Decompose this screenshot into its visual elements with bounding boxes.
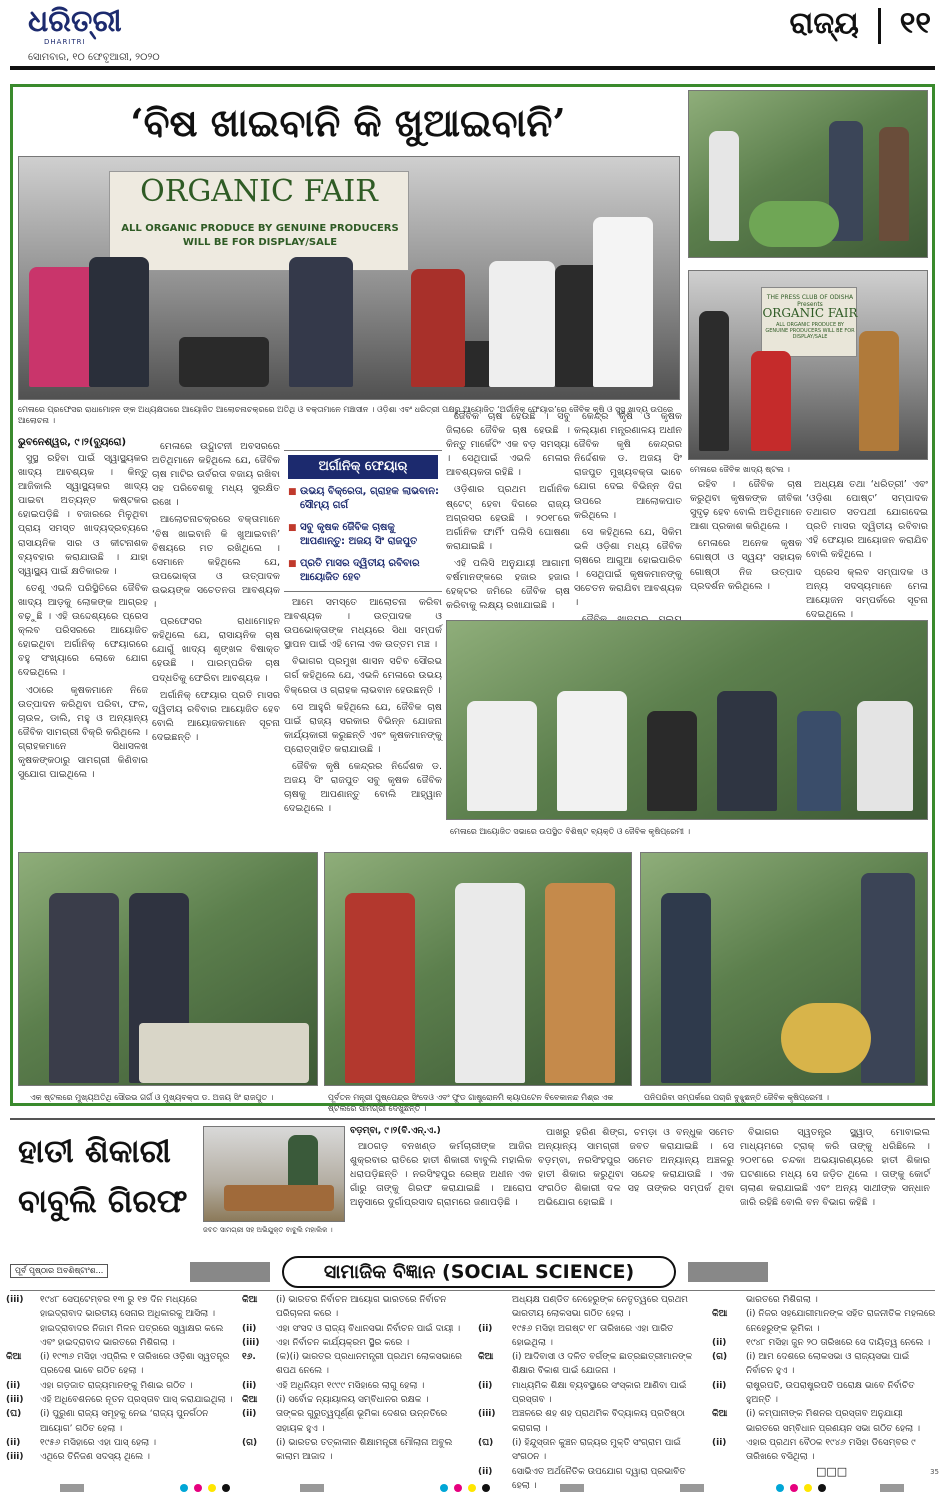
speaker-figure xyxy=(89,257,149,387)
vendor-figure xyxy=(345,893,415,1083)
answer-text: ଏହାର ପ୍ରଥମ ବୈଠକ ୧୯୪୬ ମସିହା ଡିସେମ୍ବର ୯ ତାରିଖରେ ବସିଥିଲା । xyxy=(746,1437,916,1463)
answer-row xyxy=(478,1322,704,1351)
audience-figure xyxy=(797,711,841,811)
registration-mark-icon xyxy=(818,1484,826,1492)
masthead-rule xyxy=(10,66,935,70)
answer-tag: (ii) xyxy=(712,1437,727,1448)
audience-figure xyxy=(647,711,697,811)
section-rule xyxy=(10,1290,935,1291)
answer-row xyxy=(6,1436,234,1450)
answer-tag: (ii) xyxy=(712,1337,727,1348)
answer-text: ମାଧ୍ୟମିକ ଶିକ୍ଷା ବ୍ୟବସ୍ଥାରେ ସଂସ୍କାର ଆଣିବା ପାଇଁ ପ୍ରସ୍ତାବ । xyxy=(512,1380,687,1406)
answer-row xyxy=(6,1322,234,1351)
answer-tag: (ii) xyxy=(478,1380,493,1391)
answer-tag: କିଆ xyxy=(242,1295,258,1305)
poacher-column-1 xyxy=(350,1140,532,1240)
press-club-banner xyxy=(761,287,857,357)
paragraph: ଏହି ପଲିସି ଅନୁଯାୟୀ ଆଗାମୀ ବର୍ଷମାନଙ୍କରେ ହଜାର ହଜାର ହେକ୍ଟର ଜମିରେ ଜୈବିକ ଚାଷ କରିବାକୁ ଲକ୍ଷ୍ୟ ରଖାଯାଇଛି । xyxy=(446,557,570,612)
sofa xyxy=(179,337,269,387)
highlight-item: ■ ଉଭୟ ବିକ୍ରେତା, ଗ୍ରାହକ ଲାଭବାନ: ସୌମ୍ୟ ଗର୍ଗ xyxy=(288,485,440,513)
registration-mark-icon xyxy=(804,1484,812,1492)
answer-text: ଏଥିରେ ତିନିଜଣ ସଦସ୍ୟ ଥିଲେ । xyxy=(40,1452,150,1463)
answer-tag: (ଘ) xyxy=(478,1437,494,1448)
answer-text: ଏହା ନିର୍ବାଚନ କାର୍ଯ୍ୟକ୍ରମ ସ୍ଥିର କରେ । xyxy=(276,1337,410,1348)
mini-banner-subtitle: ALL ORGANIC PRODUCE BY GENUINE PRODUCERS WILL BE FOR DISPLAY/SALE xyxy=(765,322,855,340)
answer-tag: (iii) xyxy=(6,1295,24,1305)
answer-text: ଏହା ସଂସଦ ଓ ରାଜ୍ୟ ବିଧାନସଭା ନିର୍ବାଚନ ପାଇଁ ଦାୟୀ । xyxy=(276,1323,461,1334)
answer-tag: (iii) xyxy=(6,1452,24,1463)
paragraph: ତେଣୁ ଏଭଳି ପରିସ୍ଥିତିରେ ଜୈବିକ ଖାଦ୍ୟ ଆଡ଼କୁ ଲୋକଙ୍କ ଆଗ୍ରହ ବଢ଼ୁଛି । ଏହି ଉଦ୍ଦେଶ୍ୟରେ ପ୍ରେସ କ୍ଲବ ପରିସରରେ ଆୟୋଜିତ ହୋଇଥିବା ଅର୍ଗାନିକ୍ ଫେୟାରରେ ବହୁ ସଂଖ୍ୟାରେ ଲୋକେ ଯୋଗ ଦେଇଥିଲେ । xyxy=(18,582,148,679)
bottom-photo-1 xyxy=(18,852,318,1086)
answer-text: ସୋଭିଏତ ଅର୍ଥନୈତିକ ଉପଯୋଗ ଦ୍ୱାରା ପ୍ରଭାବିତ ହେଲା । xyxy=(512,1466,686,1491)
poacher-headline-line: ବାବୁଲି ଗିରଫ xyxy=(18,1182,188,1220)
logo: ଧରିତ୍ରୀ xyxy=(28,4,122,39)
answer-column-1 xyxy=(6,1293,234,1463)
color-block xyxy=(300,1484,324,1492)
visitor-figure xyxy=(661,893,711,1083)
paragraph: ଜୈବିକ ଚାଷ ହେଉଛି । ସବୁ ଜିଲାରେ ଜୈବିକ ଚାଷ ହେଉଛି । କିନ୍ତୁ ମାର୍କେଟିଂ ଏକ ବଡ଼ ସମସ୍ୟା । ସେଥିପାଇଁ ଏଭଳି ମେଳାର ଆବଶ୍ୟକତା ରହିଛି । xyxy=(446,411,570,479)
audience-figure xyxy=(467,701,537,811)
poacher-column-2 xyxy=(538,1126,734,1240)
answer-tag: (ii) xyxy=(6,1380,21,1391)
bottom-photo-3-caption: ପନିପରିବା ସମ୍ପର୍କରେ ପଚାରି ବୁଝୁଛନ୍ତି ଜୈବିକ କୃଷିପ୍ରେମୀ । xyxy=(644,1093,829,1102)
audience-figure xyxy=(717,691,777,811)
answer-tag: (ii) xyxy=(6,1437,21,1448)
masthead xyxy=(0,0,945,70)
header-block xyxy=(190,1262,270,1282)
answer-tag: (iii) xyxy=(242,1337,260,1348)
registration-mark-icon xyxy=(208,1484,216,1492)
side-photo-market xyxy=(688,90,928,258)
paragraph: ଆଲୋଚନାଚକ୍ରରେ ବକ୍ତାମାନେ ‘ବିଷ ଖାଇବାନି କି ଖୁଆଇବାନି’ ବିଷୟରେ ମତ ରଖିଥିଲେ । ସେମାନେ କହିଥିଲେ ଯେ, ଉପଭୋକ୍ତା ଓ ଉତ୍ପାଦକ ଉଭୟଙ୍କ ସଚେତନତା ଆବଶ୍ୟକ । xyxy=(152,514,280,611)
seized-items xyxy=(224,1185,334,1211)
registration-mark-icon xyxy=(468,1484,476,1492)
speaker-figure xyxy=(593,217,653,387)
dateline: ସୋମବାର, ୧୦ ଫେବୃଆରୀ, ୨୦୨୦ xyxy=(28,52,160,63)
visitor-figure xyxy=(699,311,729,451)
answer-column-4 xyxy=(712,1293,938,1463)
feature-headline: ‘ବିଷ ଖାଇବାନି କି ଖୁଆଇବାନି’ xyxy=(130,100,566,145)
page-number: ୧୧ xyxy=(899,6,931,41)
answer-tag: (ii) xyxy=(478,1466,493,1477)
answer-tag: କିଆ xyxy=(712,1309,728,1320)
registration-mark-icon xyxy=(180,1484,188,1492)
vegetable-basket xyxy=(781,1003,871,1073)
answer-text: ୧୯୫୬ ମସିହାରେ ଏହା ପାସ୍ ହେଲା । xyxy=(40,1437,157,1448)
poacher-photo xyxy=(203,1126,345,1222)
answer-row xyxy=(242,1336,470,1350)
answer-tag: (ଘ) xyxy=(6,1409,22,1420)
visitor-figure xyxy=(879,127,909,241)
answer-text: ଏହି ଅଧିନିୟମ ୧୯୯୯ ମସିହାରେ ଲାଗୁ ହେଲା । xyxy=(276,1380,425,1391)
main-photo-caption: ମେଳାରେ ପ୍ରଫେସର ରାଧାମୋହନ ଙ୍କ ଅଧ୍ୟକ୍ଷତାରେ ଆୟୋଜିତ ଆଲୋଚନାଚକ୍ରରେ ଅତିଥି ଓ ବକ୍ତାମାନେ ମଞ୍ଚାସୀନ । ଓଡ଼ିଶା ଏବଂ ଧରିତ୍ରୀ ପକ୍ଷରୁ ଆୟୋଜିତ ‘ଅର୍ଗାନିକ୍ ଫେୟାର’ରେ ଜୈବିକ କୃଷି ଓ ସୁସ୍ଥ ଖାଦ୍ୟ ଉପରେ ଆଲୋଚନା । xyxy=(18,405,674,425)
answer-row xyxy=(6,1450,234,1464)
audience-figure xyxy=(557,691,627,811)
answer-tag: (iii) xyxy=(478,1409,496,1420)
speaker-figure xyxy=(489,261,555,387)
mini-banner-presenter: THE PRESS CLUB OF ODISHA Presents xyxy=(766,294,854,308)
answer-row xyxy=(712,1350,938,1379)
answer-tag: (ii) xyxy=(242,1323,257,1334)
article-column-5 xyxy=(574,410,682,616)
article-column-6 xyxy=(690,478,802,616)
poacher-column-3 xyxy=(740,1126,930,1240)
visitor-figure xyxy=(751,351,791,451)
answer-text: (i) ନିଜର ସହଯୋଗୀମାନଙ୍କ ସହିତ ରାଜନୀତିକ ମହଲରେ ନେହେରୁଙ୍କ ଭୂମିକା । xyxy=(746,1309,936,1334)
answer-tag: (iii) xyxy=(6,1395,24,1406)
visitor-figure xyxy=(861,873,915,1083)
article-column-4 xyxy=(446,410,570,616)
article-column-3 xyxy=(284,596,442,842)
answer-tag: (ଗ) xyxy=(712,1352,728,1363)
answer-tag: କିଆ xyxy=(242,1395,258,1406)
article-column-2 xyxy=(152,440,280,842)
answer-row xyxy=(242,1293,470,1322)
side-photo-caption: ମେଳାରେ ଜୈବିକ ଖାଦ୍ୟ ଷ୍ଟଲ । xyxy=(690,465,790,474)
answer-text: (କ)(i) ଭାରତର ପ୍ରଧାନମନ୍ତ୍ରୀ ପ୍ରଥମ ଲୋକସଭାରେ ଶପଥ ନେଲେ । xyxy=(276,1352,462,1377)
answer-text: ୧୯୪୮ ସେପ୍ଟେମ୍ବର ୧୩ ରୁ ୧୭ ଦିନ ମଧ୍ୟରେ ହାଇଦ୍ରାବାଦ ଭାରତୀୟ ସେନାର ଅଧିକାରକୁ ଆସିଲା । xyxy=(40,1295,216,1320)
poacher-photo-caption: ଜବତ ସାମଗ୍ରୀ ସହ ଅଭିଯୁକ୍ତ ବାବୁଲି ମହାଲିକ । xyxy=(203,1226,333,1234)
answer-text: ତାଙ୍କର ଗୁରୁତ୍ୱପୂର୍ଣ୍ଣ ଭୂମିକା ଦେଶର ଉନ୍ନତିରେ ସହାୟକ ହୁଏ । xyxy=(276,1409,448,1434)
paragraph: ଜୈବିକ କୃଷି କେନ୍ଦ୍ରର ନିର୍ଦ୍ଦେଶକ ଡ. ଅଜୟ ସିଂ ରାଜପୁତ ସବୁ କୃଷକ ଜୈବିକ ଚାଷକୁ ଆପଣାନ୍ତୁ ବୋଲି ଆହ୍ୱାନ ଦେଇଥିଲେ । xyxy=(284,761,442,815)
answer-row xyxy=(6,1293,234,1322)
answer-text: (i) ୧୯୩୬ ମସିହା ଏପ୍ରିଲ ୧ ତାରିଖରେ ଓଡ଼ିଶା ସ୍ୱତନ୍ତ୍ର ପ୍ରଦେଶ ଭାବେ ଗଠିତ ହେଲା । xyxy=(40,1352,230,1377)
answer-row xyxy=(478,1407,704,1436)
continued-label: ପୂର୍ବ ପୃଷ୍ଠାର ଅବଶିଷ୍ଟାଂଶ... xyxy=(10,1264,108,1278)
answer-text: (i) ଆଦିବାସୀ ଓ ଦଳିତ ବର୍ଗଙ୍କ ଛାତ୍ରଛାତ୍ରୀମାନଙ୍କ ଶିକ୍ଷାର ବିକାଶ ପାଇଁ ଯୋଜନା । xyxy=(512,1352,693,1377)
official-figure xyxy=(49,893,119,1083)
answer-tag: ୧୬. xyxy=(242,1352,256,1363)
visitor-figure xyxy=(545,883,615,1083)
stall-table xyxy=(139,1023,309,1083)
highlights-title: ଅର୍ଗାନିକ୍ ଫେୟାର୍ xyxy=(288,455,438,479)
vegetable-pile xyxy=(749,201,839,247)
bottom-photo-1-caption: ଏକ ଷ୍ଟଲରେ ମୁଖ୍ୟଅତିଥି ସୌରଭ ଗର୍ଗ ଓ ମୁଖ୍ୟବକ୍ତା ଡ. ଅଜୟ ସିଂ ରାଜପୁତ । xyxy=(30,1093,274,1102)
masthead-separator xyxy=(878,8,881,44)
section-rule xyxy=(10,1118,935,1120)
answer-text: ଏହି ଅଧିବେଶନରେ ନୂତନ ପ୍ରସ୍ତାବ ପାସ୍ କରାଯାଇଥିଲା । xyxy=(40,1395,233,1406)
side-photo-stall xyxy=(688,270,928,460)
paragraph: ସେ ଆହୁରି କହିଥିଲେ ଯେ, ଜୈବିକ ଚାଷ ପାଇଁ ରାଜ୍ୟ ସରକାର ବିଭିନ୍ନ ଯୋଜନା କାର୍ଯ୍ୟକାରୀ କରୁଛନ୍ତି ଏବଂ କୃଷକମାନଙ୍କୁ ପ୍ରୋତ୍ସାହିତ କରାଯାଉଛି । xyxy=(284,701,442,755)
page-reference: 35 xyxy=(930,1468,939,1476)
answer-text: (i) ଭାରତର ତତ୍କାଳୀନ ଶିକ୍ଷାମନ୍ତ୍ରୀ ମୌଲାନା ଅବୁଲ କାଲାମ ଆଜାଦ । xyxy=(276,1437,453,1463)
paragraph: ଆମେ ସମସ୍ତେ ଆଲୋଚନା କରିବା ଆବଶ୍ୟକ । ଉତ୍ପାଦକ ଓ ଉପଭୋକ୍ତାଙ୍କ ମଧ୍ୟରେ ସିଧା ସମ୍ପର୍କ ସ୍ଥାପନ ପାଇଁ ଏହି ମେଳା ଏକ ଉତ୍ତମ ମଞ୍ଚ । xyxy=(284,597,442,651)
registration-mark-icon xyxy=(790,1484,798,1492)
answer-tag: କିଆ xyxy=(478,1352,494,1363)
organic-fair-banner xyxy=(109,171,409,271)
answer-tag: (ଗ) xyxy=(242,1437,258,1448)
answer-text: (i) କମ୍ପାନୀଙ୍କ ମିଶନର ପ୍ରସ୍ତାବ ଅନୁଯାୟୀ ଭାରତରେ ସମ୍ବିଧାନ ପ୍ରଣୟନ ସଭା ଗଠିତ ହେଲା । xyxy=(746,1409,921,1434)
answer-tag: (ii) xyxy=(242,1409,257,1420)
answer-row xyxy=(478,1293,704,1322)
bottom-photo-3 xyxy=(640,852,928,1086)
answer-row xyxy=(6,1407,234,1436)
paragraph: କେନ୍ଦ୍ର କୃଷି ଓ କୃଷକ କଲ୍ୟାଣ ମନ୍ତ୍ରଣାଳୟ ଅଧୀନ ଜୈବିକ କୃଷି କେନ୍ଦ୍ରର ନିର୍ଦ୍ଦେଶକ ଡ. ଅଜୟ ସିଂ ରାଜପୁତ ମୁଖ୍ୟବକ୍ତା ଭାବେ ଯୋଗ ଦେଇ ବିଭିନ୍ନ ଦିଗ ଉପରେ ଆଲୋକପାତ କରିଥିଲେ । xyxy=(574,411,682,521)
answer-row xyxy=(712,1407,938,1436)
crowd-photo-caption: ମେଳାରେ ଆୟୋଜିତ ସଭାରେ ଉପସ୍ଥିତ ବିଶିଷ୍ଟ ବ୍ୟକ୍ତି ଓ ଜୈବିକ କୃଷିପ୍ରେମୀ । xyxy=(450,827,691,836)
answer-text: (i) ହିନ୍ଦୁସ୍ତାନ କୁଞ୍ଚନ ରାଜ୍ୟର ମୁକ୍ତି ସଂଗ୍ରାମ ପାଇଁ ସଂଗଠନ । xyxy=(512,1437,681,1463)
paragraph: ଓଡ଼ିଶାର ପ୍ରଥମ ଅର୍ଗାନିକ ଷ୍ଟେଟ୍ ହେବା ଦିଗରେ ରାଜ୍ୟ ଅଗ୍ରସର ହେଉଛି । ୨୦୧୮ରେ ଅର୍ଗାନିକ ଫାର୍ମିଂ ପଲିସି ଘୋଷଣା କରାଯାଇଛି । xyxy=(446,484,570,552)
answer-row xyxy=(6,1350,234,1379)
answer-column-3 xyxy=(478,1293,704,1491)
answer-tag: କିଆ xyxy=(6,1352,22,1363)
registration-mark-icon xyxy=(222,1484,230,1492)
crowd-photo xyxy=(446,620,928,820)
registration-mark-icon xyxy=(454,1484,462,1492)
answer-text: ଏହା ଗଡ଼ଜାତ ରାଜ୍ୟମାନଙ୍କୁ ମିଶାଇ ଗଠିତ । xyxy=(40,1380,193,1391)
answer-row xyxy=(242,1436,470,1465)
answer-tag: (ii) xyxy=(712,1380,727,1391)
answer-text: ଅଞ୍ଚଳରେ ଶହ ଶହ ପ୍ରାଥମିକ ବିଦ୍ୟାଳୟ ପ୍ରତିଷ୍ଠା କରାଗଲା । xyxy=(512,1409,685,1434)
answer-row xyxy=(242,1407,470,1436)
answer-row xyxy=(712,1436,938,1465)
registration-mark-icon xyxy=(776,1484,784,1492)
registration-mark-icon xyxy=(440,1484,448,1492)
answer-row xyxy=(242,1350,470,1379)
highlights-box xyxy=(284,450,442,592)
answer-text: ୧୯୪୮ ମସିହା ଜୁନ ୨୦ ତାରିଖରେ ସେ ଦାୟିତ୍ୱ ନେଲେ । xyxy=(746,1337,931,1348)
paragraph: ଆଠଗଡ଼ ବନଖଣ୍ଡ କର୍ମଚାରୀଙ୍କ ଆଜିର ଶୁକ୍ରବାର ରାତିରେ ହାତୀ ଶିକାରୀ ବାବୁଲି ମହାଲିକ ଧରାପଡ଼ିଛନ୍ତି । ନରସିଂହପୁର ରେଞ୍ଜ ଅଧୀନ ଏକ ଗାଁରୁ ତାଙ୍କୁ ଗିରଫ କରାଯାଇଛି । ଆରୋପ ଅନୁସାରେ ଦୁର୍ଗାପ୍ରସାଦ ଗ୍ରାମରେ ଜଣାପଡ଼ିଛି । xyxy=(350,1141,532,1209)
paragraph: ଅଧ୍ୟକ୍ଷ ତଥା ‘ଧରିତ୍ରୀ’ ଏବଂ ‘ଓଡ଼ିଶା ପୋଷ୍ଟ’ ସମ୍ପାଦକ ତଥାଗତ ସତପଥୀ ଯୋଗଦେଇ ପ୍ରତି ମାସର ଦ୍ୱିତୀୟ ରବିବାର ଏହି ଫେୟାର ଆୟୋଜନ କରାଯିବ ବୋଲି କହିଥିଲେ । xyxy=(806,479,928,561)
highlight-item: ■ ସବୁ କୃଷକ ଜୈବିକ ଚାଷକୁ ଆପଣାନ୍ତୁ: ଅଜୟ ସିଂ ରାଜପୁତ xyxy=(288,521,440,549)
poacher-headline xyxy=(18,1126,194,1226)
registration-mark-icon xyxy=(194,1484,202,1492)
answer-row xyxy=(478,1350,704,1379)
main-photo xyxy=(18,156,680,400)
paragraph: ମେଳାରେ ଉଦ୍ଘାଟନୀ ଅବସରରେ ଅତିଥିମାନେ କହିଥିଲେ ଯେ, ଜୈବିକ ଚାଷ ମାଟିର ଉର୍ବରତା ବଜାୟ ରଖିବା ସହ ପରିବେଶକୁ ମଧ୍ୟ ସୁରକ୍ଷିତ ରଖେ । xyxy=(152,441,280,509)
paragraph: ସେ କହିଥିଲେ ଯେ, ସିକିମ ଭଳି ଓଡ଼ିଶା ମଧ୍ୟ ଜୈବିକ ଚାଷରେ ଆଗୁଆ ହୋଇପାରିବ । ସେଥିପାଇଁ କୃଷକମାନଙ୍କୁ ସଚେତନ କରାଯିବା ଆବଶ୍ୟକ । xyxy=(574,526,682,609)
section-name: ରାଜ୍ୟ xyxy=(789,6,859,41)
answer-tag: କିଆ xyxy=(712,1409,728,1420)
paragraph: ଏଠାରେ କୃଷକମାନେ ନିଜେ ଉତ୍ପାଦନ କରିଥିବା ପରିବା, ଫଳ, ଚାଉଳ, ଡାଲି, ମହୁ ଓ ଅନ୍ୟାନ୍ୟ ଜୈବିକ ସାମଗ୍ରୀ ବିକ୍ରି କରିଥିଲେ । ଗ୍ରାହକମାନେ ସିଧାସଳଖ କୃଷକଙ୍କଠାରୁ ସାମଗ୍ରୀ କିଣିବାର ସୁଯୋଗ ପାଇଥିଲେ । xyxy=(18,684,148,781)
answer-row xyxy=(6,1393,234,1407)
audience-figure xyxy=(857,701,913,811)
answer-text: (i) ପୁରୁଣା ରାଜ୍ୟ ସମୂହକୁ ନେଇ ‘ରାଜ୍ୟ ପୁନର୍ଗଠନ ଆୟୋଗ’ ଗଠିତ ହେଲା । xyxy=(40,1409,209,1434)
answer-tag: (ii) xyxy=(478,1323,493,1334)
paragraph: ବିଭାଗର ପ୍ରମୁଖ ଶାସନ ସଚିବ ସୌରଭ ଗର୍ଗ କହିଥିଲେ ଯେ, ଏଭଳି ମେଳାରେ ଉଭୟ ବିକ୍ରେତା ଓ ଗ୍ରାହକ ଲାଭବାନ ହେଉଛନ୍ତି । xyxy=(284,656,442,696)
visitor-figure xyxy=(709,131,739,241)
color-block xyxy=(60,1484,84,1492)
header-block xyxy=(688,1262,768,1282)
registration-mark-icon xyxy=(482,1484,490,1492)
paragraph: ପ୍ରଫେସର ରାଧାମୋହନ କହିଥିଲେ ଯେ, ରାସାୟନିକ ଚାଷ ଯୋଗୁଁ ଖାଦ୍ୟ ଶୃଙ୍ଖଳ ବିଷାକ୍ତ ହେଉଛି । ପାରମ୍ପରିକ ଚାଷ ପଦ୍ଧତିକୁ ଫେରିବା ଆବଶ୍ୟକ । xyxy=(152,616,280,684)
article-column-1 xyxy=(18,452,148,842)
visitor-figure xyxy=(455,883,525,1083)
paragraph: ବିଭାଗର ସ୍ୱତନ୍ତ୍ର ସ୍କ୍ୱାଡ୍ ମୋବାଇଲ ମାଧ୍ୟମରେ ଟ୍ରାକ୍ କରି ତାଙ୍କୁ ଧରିଛିଲେ । ୨୦୧୮ରେ ଚନ୍ଦକା ଅଭୟାରଣ୍ୟରେ ହାତୀ ଶିକାର ଘଟଣାରେ ମଧ୍ୟ ସେ ଜଡ଼ିତ ଥିଲେ । ତାଙ୍କୁ କୋର୍ଟ ଚାଲାଣ କରାଯାଇଛି ଏବଂ ଅନ୍ୟ ସାଥୀଙ୍କ ସନ୍ଧାନ ଜାରି ରହିଛି ବୋଲି ବନ ବିଭାଗ କହିଛି । xyxy=(740,1127,930,1209)
byline: ଭୁବନେଶ୍ୱର, ୯।୨(ବ୍ୟୁରୋ) xyxy=(18,437,127,448)
section-label xyxy=(789,6,931,41)
color-block xyxy=(560,1484,584,1492)
paragraph: ପାଖରୁ ହରିଣ ଶିଙ୍ଗ, ଚମଡ଼ା ଓ ବନ୍ଧୁକ ସମେତ ଅନ୍ୟାନ୍ୟ ସାମଗ୍ରୀ ଜବତ କରାଯାଇଛି । ସେ ବଡ଼ମ୍ବା, ନରସିଂହପୁର ସମେତ ଅନ୍ୟାନ୍ୟ ଅଞ୍ଚଳରୁ ହାତୀ ଶିକାର କରୁଥିବା ସନ୍ଦେହ କରାଯାଉଛି । ଏକ ସଂଗଠିତ ଶିକାରୀ ଦଳ ସହ ତାଙ୍କର ସମ୍ପର୍କ ଥିବା ଅଭିଯୋଗ ହୋଇଛି । xyxy=(538,1127,734,1209)
banner-title: ORGANIC FAIR xyxy=(140,174,378,209)
color-block xyxy=(880,1484,904,1492)
answer-text: (i) ସର୍ବୋଚ୍ଚ ନ୍ୟାୟାଳୟ ସମ୍ବିଧାନର ରକ୍ଷକ । xyxy=(276,1395,429,1406)
paragraph: ମେଳାରେ ଅନେକ କୃଷକ ଗୋଷ୍ଠୀ ଓ ସ୍ୱୟଂ ସହାୟକ ଗୋଷ୍ଠୀ ନିଜ ଉତ୍ପାଦ ପ୍ରଦର୍ଶନ କରିଥିଲେ । xyxy=(690,538,802,592)
answer-row xyxy=(478,1379,704,1408)
social-science-header xyxy=(10,1250,935,1294)
visitor-figure xyxy=(859,331,899,451)
logo-subtitle: DHARITRI xyxy=(44,38,86,46)
answer-row xyxy=(712,1293,938,1307)
speaker-figure xyxy=(411,269,465,387)
answer-row xyxy=(712,1336,938,1350)
highlight-item: ■ ପ୍ରତି ମାସର ଦ୍ୱିତୀୟ ରବିବାର ଆୟୋଜିତ ହେବ xyxy=(288,557,440,585)
answer-text: ରାଷ୍ଟ୍ରପତି, ଉପରାଷ୍ଟ୍ରପତି ପରୋକ୍ଷ ଭାବେ ନିର୍ବାଚିତ ହୁଅନ୍ତି । xyxy=(746,1380,915,1406)
answer-text: ଅଧ୍ୟକ୍ଷ ପଣ୍ଡିତ ନେହେରୁଙ୍କ ନେତୃତ୍ୱରେ ପ୍ରଥମ ଭାରତୀୟ ଲୋକସଭା ଗଠିତ ହେଲା । xyxy=(512,1295,689,1320)
answer-tag: (ii) xyxy=(242,1380,257,1391)
answer-text: (i) ଆମ ଦେଶରେ ଲୋକସଭା ଓ ରାଜ୍ୟସଭା ପାଇଁ ନିର୍ବାଚନ ହୁଏ । xyxy=(746,1352,910,1377)
answer-row xyxy=(712,1379,938,1408)
bottom-photo-2-caption: ପୂର୍ବତନ ମନ୍ତ୍ରୀ ପୁଷ୍ପେନ୍ଦ୍ର ସିଂଦେଓ ଏବଂ ଫୁଡ ଗାଷ୍ଟ୍ରୋନମି କ୍ୟାପଟେନ ବିବେକାନନ୍ଦ ମିଶ୍ର ଏକ ଷ୍ଟଲରେ ସାମଗ୍ରୀ ଦେଖୁଛନ୍ତି । xyxy=(328,1093,614,1113)
paragraph: ରହିବ । ଜୈବିକ ଚାଷ କରୁଥିବା କୃଷକଙ୍କ ଜୀବିକା ସୁଦୃଢ଼ ହେବ ବୋଲି ଅତିଥିମାନେ ଆଶା ପ୍ରକାଶ କରିଥିଲେ । xyxy=(690,479,802,533)
banner-subtitle: ALL ORGANIC PRODUCE BY GENUINE PRODUCERS WILL BE FOR DISPLAY/SALE xyxy=(121,223,399,248)
answer-row xyxy=(6,1379,234,1393)
answer-row xyxy=(478,1436,704,1465)
answer-text: ହାଇଦ୍ରାବାଦର ନିଜାମ ମିଳନ ପତ୍ରରେ ସ୍ୱାକ୍ଷର କଲେ ଏବଂ ହାଇଦ୍ରାବାଦ ଭାରତରେ ମିଶିଗଲା । xyxy=(40,1323,224,1348)
answer-row xyxy=(242,1379,470,1393)
paragraph: ପ୍ରେସ କ୍ଲବ ସମ୍ପାଦକ ଓ ଅନ୍ୟ ସଦସ୍ୟମାନେ ମେଳା ଆୟୋଜନ ସମ୍ପର୍କରେ ସୂଚନା ଦେଇଥିଲେ । xyxy=(806,566,928,620)
bottom-photo-2 xyxy=(324,852,632,1086)
mini-banner-title: ORGANIC FAIR xyxy=(762,306,858,320)
answer-row xyxy=(242,1322,470,1336)
paragraph: ସୁସ୍ଥ ରହିବା ପାଇଁ ସ୍ୱାସ୍ଥ୍ୟକର ଖାଦ୍ୟ ଆବଶ୍ୟକ । କିନ୍ତୁ ଆଜିକାଲି ସ୍ୱାସ୍ଥ୍ୟକର ଖାଦ୍ୟ ପାଇବା ଅତ୍ୟନ୍ତ କଷ୍ଟକର ହୋଇପଡ଼ିଛି । ବଜାରରେ ମିଳୁଥିବା ପ୍ରାୟ ସମସ୍ତ ଖାଦ୍ୟଦ୍ରବ୍ୟରେ ରାସାୟନିକ ସାର ଓ କୀଟନାଶକ ବ୍ୟବହାର କରାଯାଉଛି । ଯାହା ସ୍ୱାସ୍ଥ୍ୟ ପାଇଁ କ୍ଷତିକାରକ । xyxy=(18,453,148,577)
color-block xyxy=(680,1484,704,1492)
answer-column-2 xyxy=(242,1293,470,1463)
answer-text: (i) ଭାରତର ନିର୍ବାଚନ ଆୟୋଗ ଭାରତରେ ନିର୍ବାଚନ ପରିଚାଳନା କରେ । xyxy=(276,1295,447,1320)
paragraph: ଅର୍ଗାନିକ୍ ଫେୟାର ପ୍ରତି ମାସର ଦ୍ୱିତୀୟ ରବିବାର ଆୟୋଜିତ ହେବ ବୋଲି ଆୟୋଜକମାନେ ସୂଚନା ଦେଇଛନ୍ତି । xyxy=(152,689,280,743)
print-footer xyxy=(0,1480,945,1497)
answer-row xyxy=(242,1393,470,1407)
speaker-figure xyxy=(289,257,353,387)
end-mark: □□□ xyxy=(816,1465,848,1478)
article-column-7 xyxy=(806,478,928,620)
answer-text: ଭାରତରେ ମିଶିଗଲା । xyxy=(746,1295,818,1305)
poacher-dateline: ବଡ଼ମ୍ବା, ୯।୨(ବି.ଏନ୍.ଏ.) xyxy=(350,1126,441,1136)
poacher-headline-line: ହାତୀ ଶିକାରୀ xyxy=(18,1132,171,1170)
social-science-title: ସାମାଜିକ ବିଜ୍ଞାନ (SOCIAL SCIENCE) xyxy=(282,1256,676,1288)
answer-text: ୧୯୫୬ ମସିହା ଅଗଷ୍ଟ ୧୮ ତାରିଖରେ ଏହା ପାରିତ ହୋଇଥିଲା । xyxy=(512,1323,674,1348)
answer-row xyxy=(712,1307,938,1336)
